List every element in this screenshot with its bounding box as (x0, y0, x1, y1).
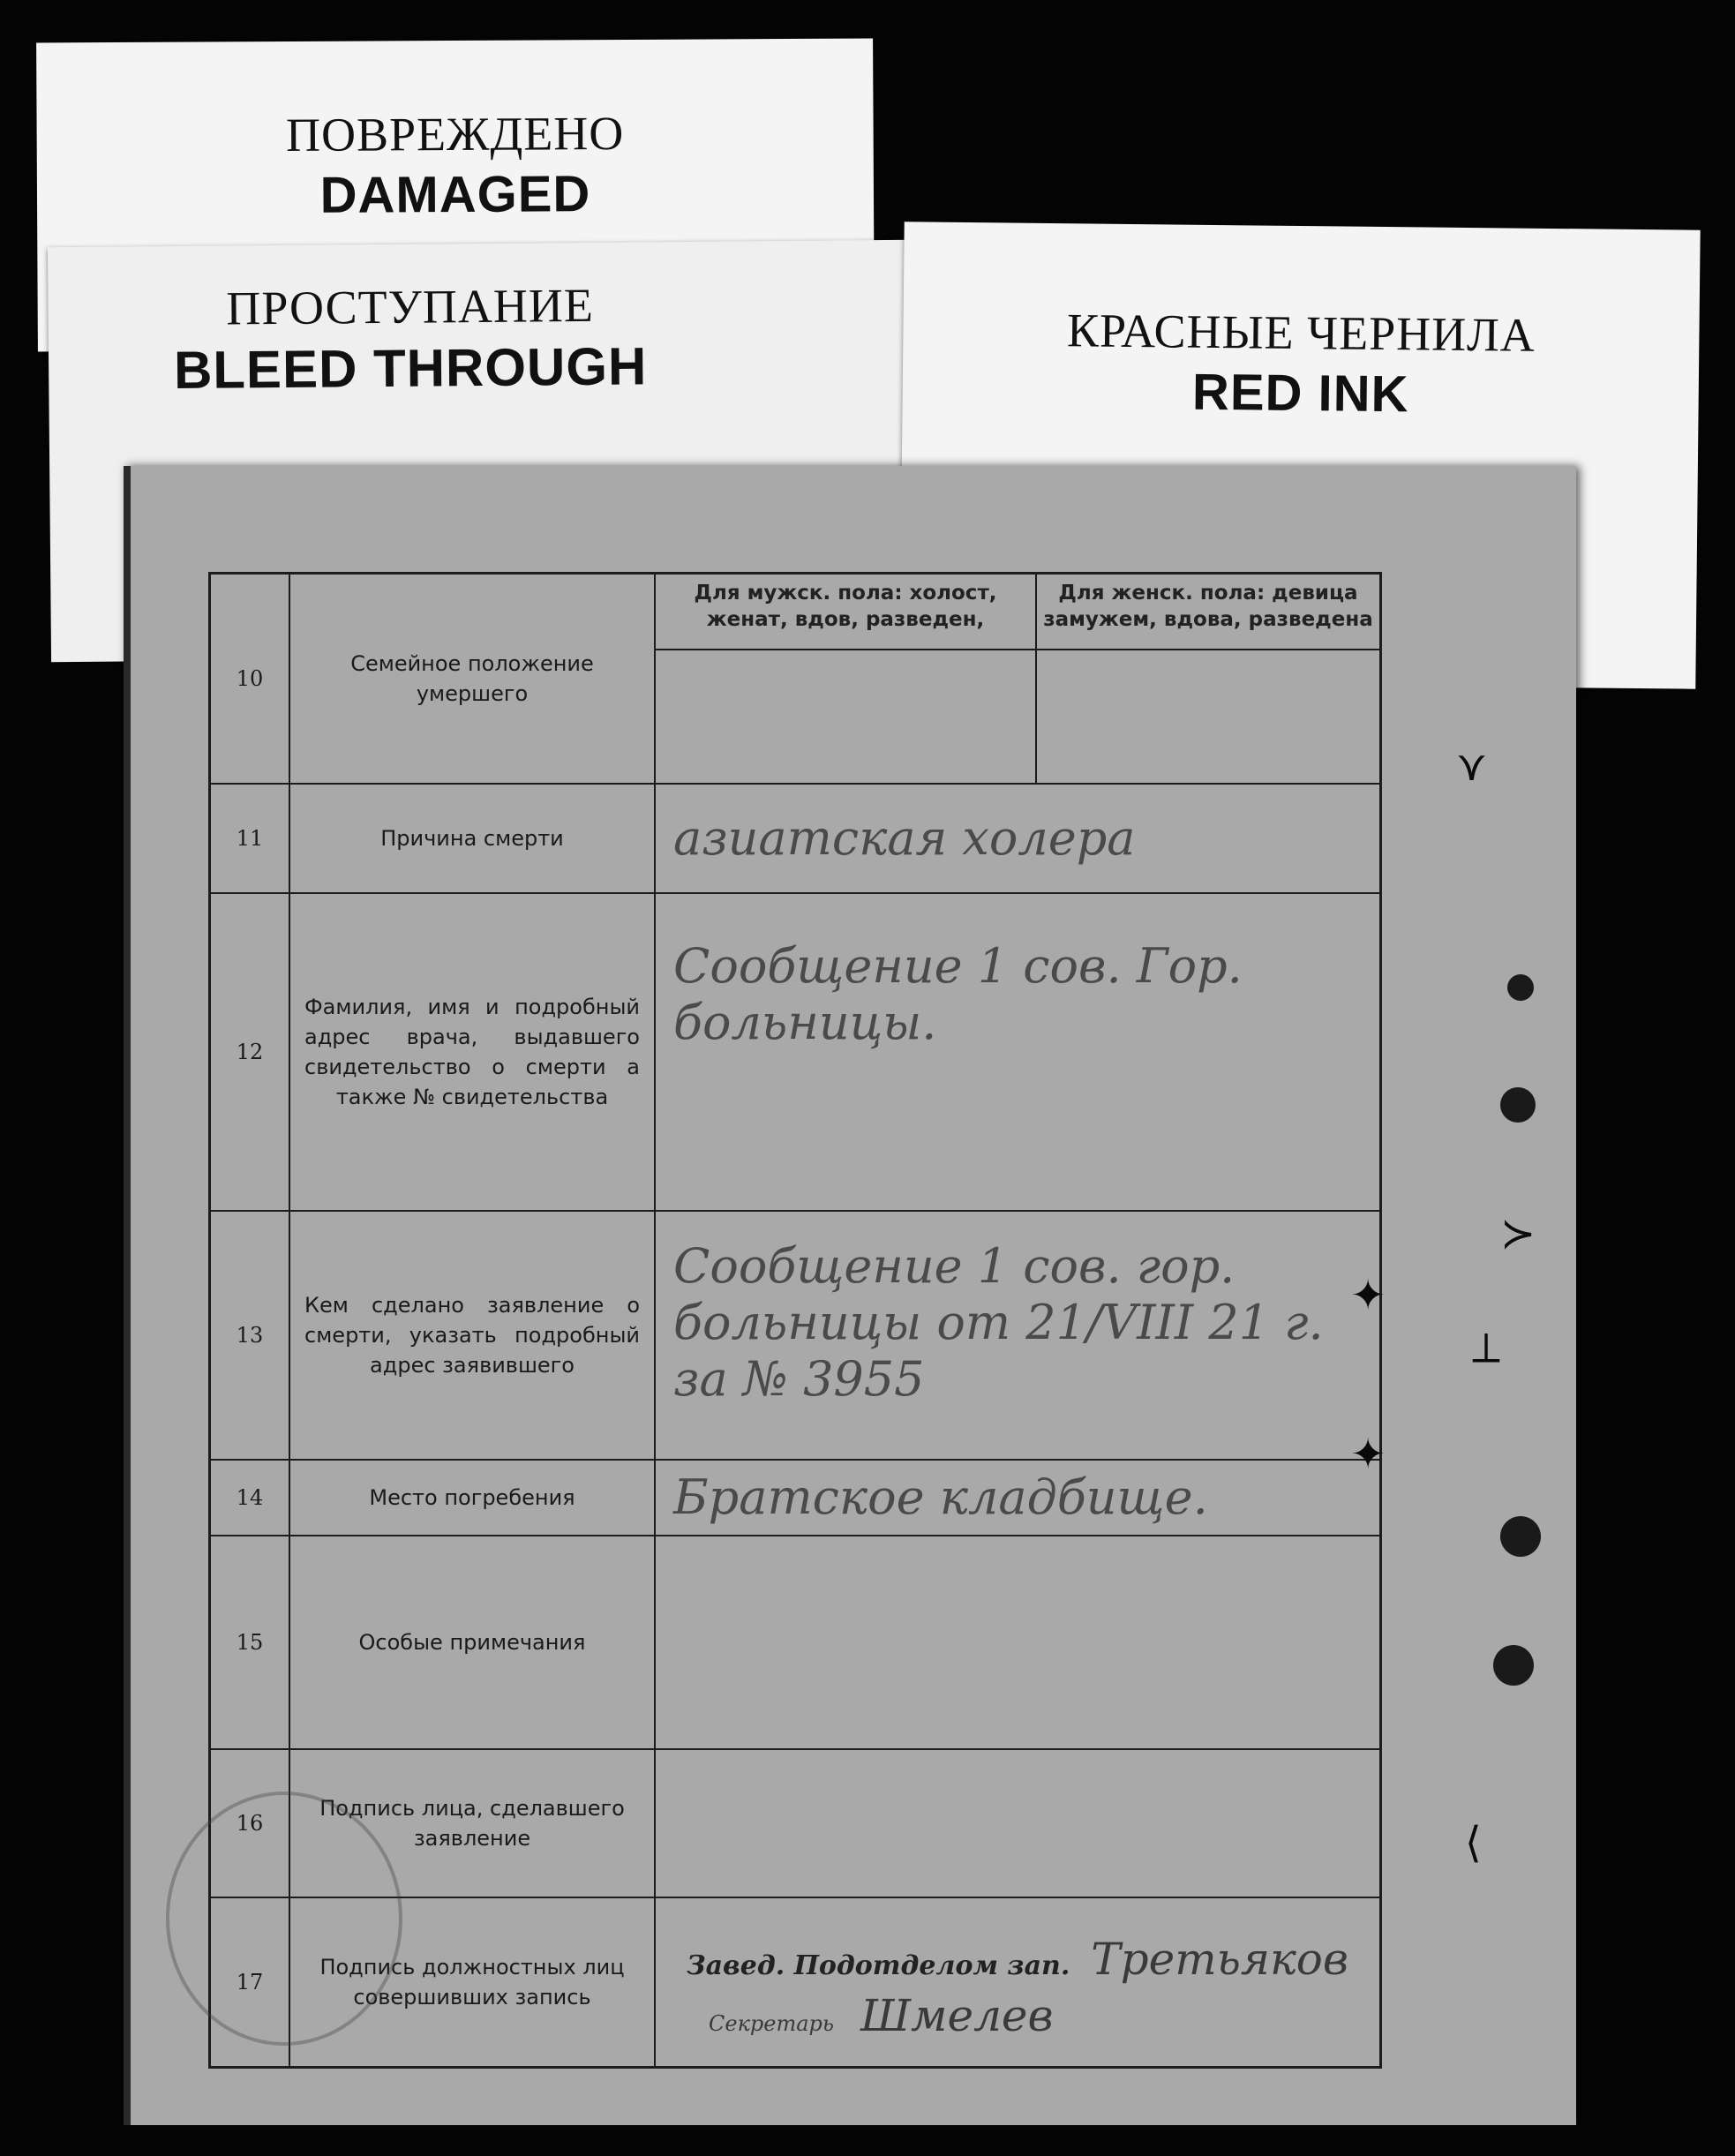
tear-mark: ✦ (1350, 1431, 1386, 1478)
row-label: Семейное положение умершего (289, 574, 655, 785)
row-number: 15 (210, 1536, 290, 1749)
row-label: Подпись должностных лиц совершивших запись (289, 1897, 655, 2068)
form-row-11 (210, 784, 1381, 893)
punch-hole (1493, 1645, 1534, 1686)
cause-of-death-value: азиатская холера (655, 784, 1381, 893)
secretary-signature: Шмелев (860, 1990, 1054, 2041)
bleed-slip-en: BLEED THROUGH (173, 336, 648, 401)
form-row-13 (210, 1211, 1381, 1460)
form-row-12 (210, 893, 1381, 1211)
tear-mark: ⟂ (1472, 1325, 1501, 1371)
tear-mark: ⋎ (1456, 743, 1488, 790)
row-label: Подпись лица, сделавшего заявление (289, 1749, 655, 1897)
male-status-header: Для мужск. пола: холост, женат, вдов, разведен, (655, 574, 1036, 650)
row-label: Особые примечания (289, 1536, 655, 1749)
red-ink-slip-ru: КРАСНЫЕ ЧЕРНИЛА (1066, 304, 1536, 362)
row-number: 13 (210, 1211, 290, 1460)
head-title: Завед. Подотделом зап. (686, 1950, 1070, 1981)
row-label: Причина смерти (289, 784, 655, 893)
punch-hole (1500, 1087, 1536, 1123)
declarant-signature-value (655, 1749, 1381, 1897)
female-status-cell (1036, 650, 1381, 784)
burial-place-value: Братское кладбище. (655, 1460, 1381, 1536)
official-stamp (166, 1792, 402, 2046)
row-label: Кем сделано заявление о смерти, указать подробный адрес заявившего (289, 1211, 655, 1460)
row-number: 17 (210, 1897, 290, 2068)
death-record-form (208, 572, 1382, 2069)
row-number: 14 (210, 1460, 290, 1536)
male-status-cell (655, 650, 1036, 784)
tear-mark: ✦ (1350, 1273, 1386, 1319)
tear-mark: ⟨ (1465, 1820, 1482, 1867)
punch-hole (1507, 974, 1534, 1001)
red-ink-slip-en: RED INK (1191, 363, 1409, 424)
form-row-14 (210, 1460, 1381, 1536)
declarant-value: Сообщение 1 сов. гор. больницы от 21/VIII 21 г. за № 3955 (655, 1211, 1381, 1460)
damaged-slip-en: DAMAGED (319, 165, 591, 224)
bleed-slip-ru: ПРОСТУПАНИЕ (226, 278, 595, 335)
female-status-header: Для женск. пола: девица замужем, вдова, разведена (1036, 574, 1381, 650)
secretary-title: Секретарь (709, 2011, 834, 2036)
form-row-10 (210, 574, 1381, 650)
official-signatures (655, 1897, 1381, 2068)
tear-mark: ≻ (1500, 1211, 1536, 1258)
head-signature: Третьяков (1091, 1934, 1349, 1985)
row-number: 10 (210, 574, 290, 785)
special-notes-value (655, 1536, 1381, 1749)
punch-hole (1500, 1516, 1541, 1557)
damaged-slip-ru: ПОВРЕЖДЕНО (285, 106, 625, 162)
row-label: Место погребения (289, 1460, 655, 1536)
row-label: Фамилия, имя и подробный адрес врача, выдавшего свидетельство о смерти а также № свидетельства (289, 893, 655, 1211)
row-number: 16 (210, 1749, 290, 1897)
doctor-info-value: Сообщение 1 сов. Гор. больницы. (655, 893, 1381, 1211)
row-number: 12 (210, 893, 290, 1211)
form-row-15 (210, 1536, 1381, 1749)
row-number: 11 (210, 784, 290, 893)
